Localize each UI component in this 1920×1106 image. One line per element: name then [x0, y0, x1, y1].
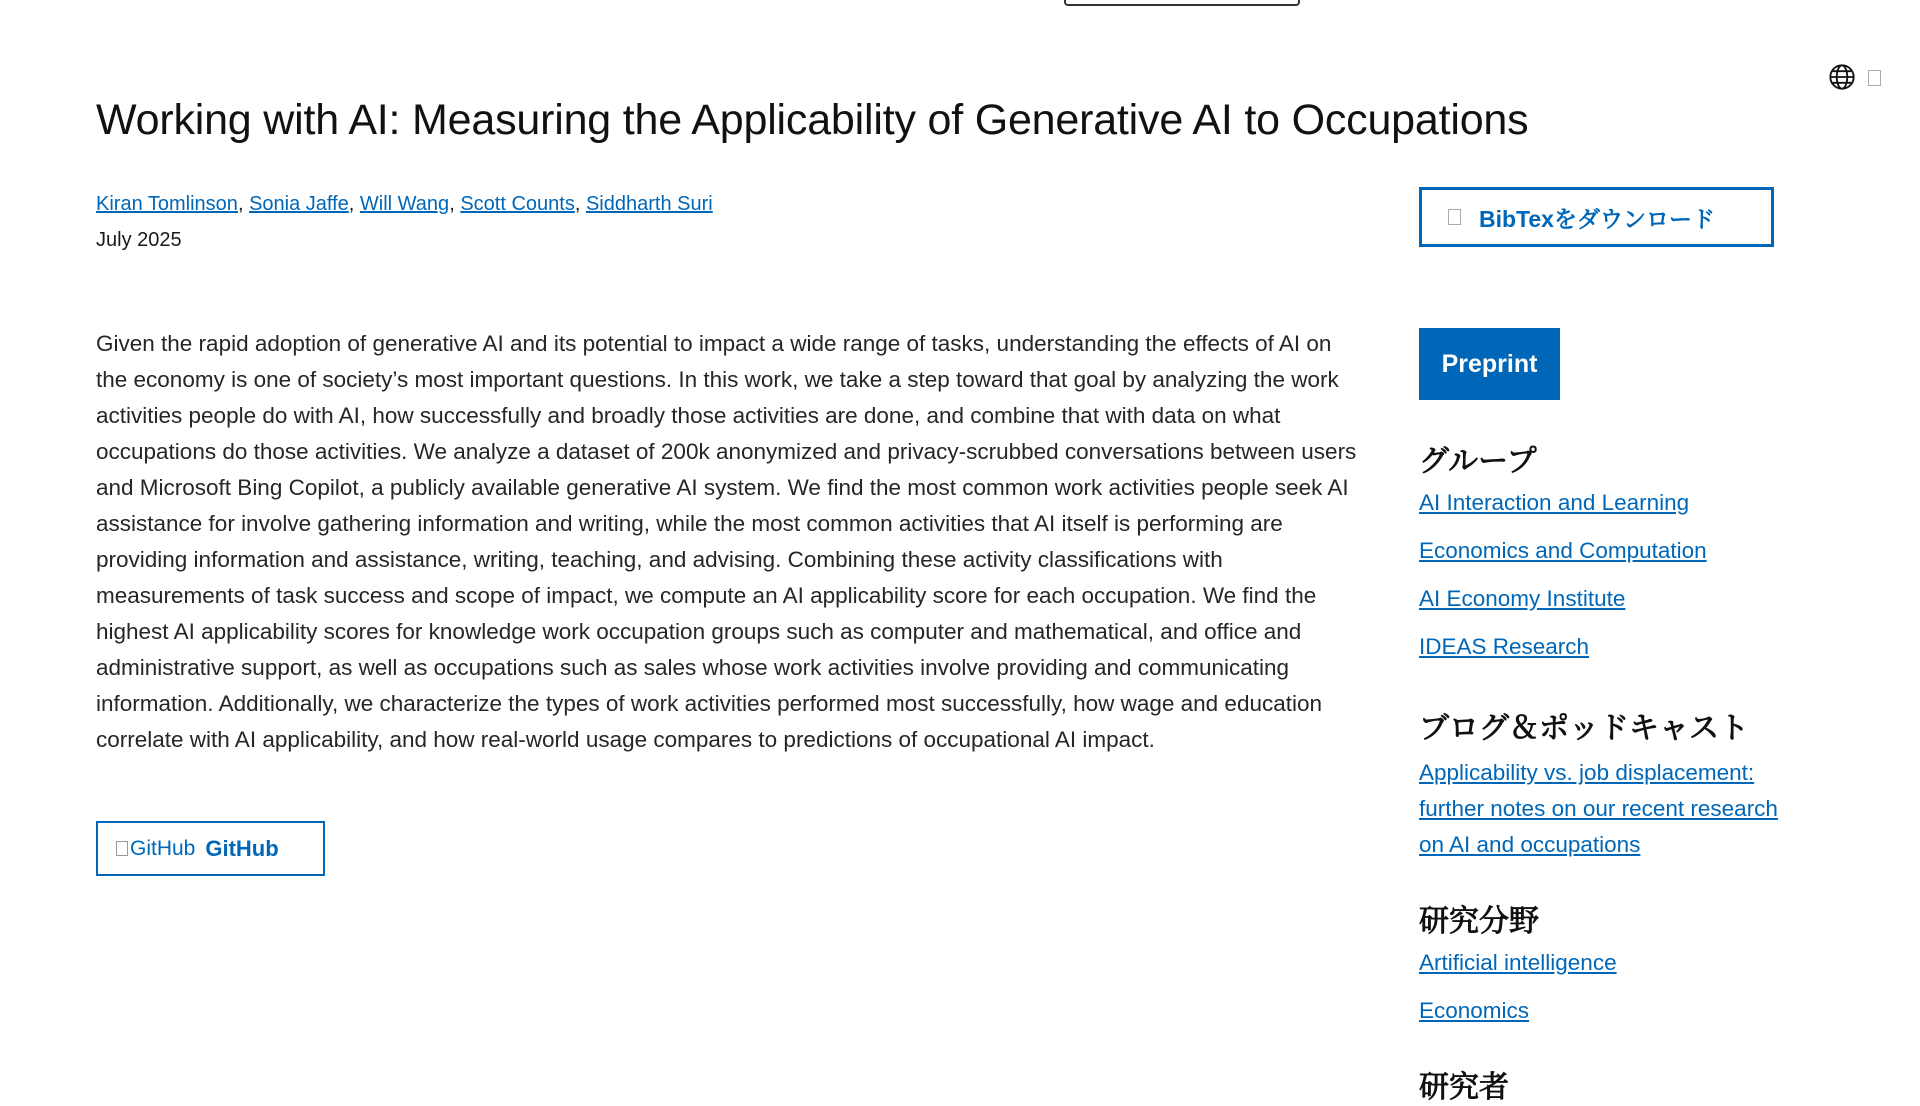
group-link[interactable]: AI Economy Institute	[1419, 586, 1626, 611]
bibtex-label: BibTexをダウンロード	[1479, 205, 1715, 232]
group-link[interactable]: IDEAS Research	[1419, 634, 1590, 659]
github-label: GitHub	[205, 835, 279, 861]
blog-section	[1419, 703, 1809, 863]
researchers-section	[1419, 1062, 1839, 1106]
research-area-link[interactable]: Economics	[1419, 998, 1530, 1023]
page-title: Working with AI: Measuring the Applicability of Generative AI to Occupations	[96, 96, 1529, 144]
author-list: Kiran Tomlinson, Sonia Jaffe, Will Wang, Scott Counts, Siddharth Suri	[96, 193, 713, 215]
research-areas-heading: 研究分野	[1419, 905, 1539, 938]
groups-heading: グループ	[1419, 445, 1537, 478]
author-link[interactable]: Kiran Tomlinson	[96, 193, 238, 215]
globe-icon[interactable]	[1828, 63, 1856, 91]
research-area-link[interactable]: Artificial intelligence	[1419, 950, 1617, 975]
github-button[interactable]	[96, 821, 325, 876]
author-link[interactable]: Siddharth Suri	[585, 193, 713, 215]
blog-link[interactable]: Applicability vs. job displacement: further notes on our recent research on AI and occupations	[1419, 760, 1778, 857]
researchers-heading: 研究者	[1419, 1071, 1509, 1104]
github-image	[116, 837, 195, 861]
download-bibtex-button[interactable]	[1419, 187, 1774, 247]
download-icon	[1448, 209, 1461, 225]
groups-section	[1419, 436, 1839, 660]
author-link[interactable]: Scott Counts	[460, 193, 575, 215]
broken-image-icon	[116, 841, 128, 856]
research-areas-section	[1419, 896, 1839, 1024]
author-link[interactable]: Will Wang	[359, 193, 450, 215]
language-icon[interactable]	[1868, 70, 1881, 86]
github-image-alt: GitHub	[130, 836, 196, 860]
publication-date: July 2025	[96, 229, 182, 251]
top-nav-box[interactable]	[1064, 0, 1300, 6]
author-link[interactable]: Sonia Jaffe	[249, 193, 349, 215]
group-link[interactable]: AI Interaction and Learning	[1419, 490, 1690, 515]
group-link[interactable]: Economics and Computation	[1419, 538, 1707, 563]
blog-heading: ブログ＆ポッドキャスト	[1419, 712, 1749, 745]
preprint-button[interactable]: Preprint	[1419, 328, 1560, 400]
abstract: Given the rapid adoption of generative AI and its potential to impact a wide range of tasks, understanding the effects of AI on the economy is one of society’s most important questions. In this work, we take a step toward that goal by analyzing the work activities people do with AI, how successfully and broadly those activities are done, and combine that with data on what occupations do those activities. We analyze a dataset of 200k anonymized and privacy-scrubbed conversations between users and Microsoft Bing Copilot, a publicly available generative AI system. We find the most common work activities people seek AI assistance for involve gathering information and writing, while the most common activities that AI itself is performing are providing information and assistance, writing, teaching, and advising. Combining these activity classifications with measurements of task success and scope of impact, we compute an AI applicability score for each occupation. We find the highest AI applicability scores for knowledge work occupation groups such as computer and mathematical, and office and administrative support, as well as occupations such as sales whose work activities involve providing and communicating information. Additionally, we characterize the types of work activities performed most successfully, how wage and education correlate with AI applicability, and how real-world usage compares to predictions of occupational AI impact.	[96, 331, 1357, 752]
